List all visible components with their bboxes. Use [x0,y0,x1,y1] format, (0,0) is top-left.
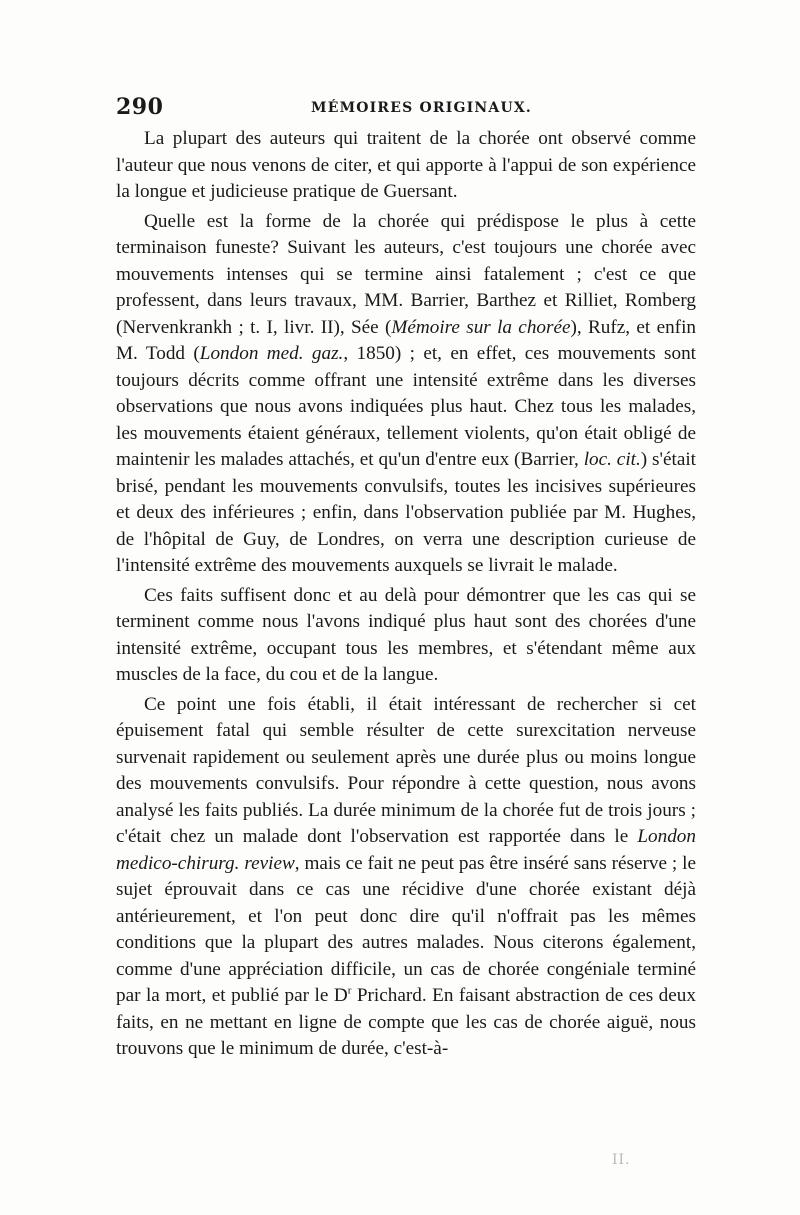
paragraph-text: Quelle est la forme de la chorée qui prédispose le plus à cette terminaison funeste? Suivant les auteurs, c'est toujours une chorée avec mouvements intenses qui se termine ainsi fatalement ; c'est ce que professent, dans leurs travaux, MM. Barrier, Barthez et Rilliet, Romberg (Nervenkrankh ; t. I, livr. II), Sée ( [116,210,696,338]
page-header [116,94,696,122]
paragraph-text: La plupart des auteurs qui traitent de la chorée ont observé comme l'auteur que nous venons de citer, et qui apporte à l'appui de son expérience la longue et judicieuse pratique de Guersant. [116,128,696,202]
paragraph-text: ), Rufz, et enfin M. Todd ( [116,316,696,364]
italic-title: London medico-chirurg. review [116,826,696,874]
paragraph-text: ) s'était brisé, pendant les mouvements convulsifs, toutes les incisives supérieures et deux des inférieures ; enfin, dans l'observation publiée par M. Hughes, de l'hôpital de Guy, de Londres, on verra une description curieuse de l'intensité extrême des mouvements auxquels se livrait le malade. [116,449,696,576]
paragraph-text: , 1850) ; et, en effet, ces mouvements sont toujours décrits comme offrant une intensité extrême dans les diverses observations que nous avons indiquées plus haut. Chez tous les malades, les mouvements étaient généraux, tellement violents, qu'on était obligé de maintenir les malades attachés, et qu'un d'entre eux (Barrier, [116,343,697,470]
paragraph-text: , mais ce fait ne peut pas être inséré sans réserve ; le sujet éprouvait dans ce cas une récidive d'une chorée existant déjà antérieurement, et l'on peut donc dire qu'il n'offrait pas les mêmes conditions que la plupart des autres malades. Nous citerons également, comme d'une appréciation difficile, un cas de chorée congéniale terminé par la mort, et publié par le D [116,852,696,1006]
body-text [116,126,696,1063]
paragraph-text: Ce point une fois établi, il était intéressant de rechercher si cet épuisement fatal qui semble résulter de cette surexcitation nerveuse survenait rapidement ou seulement après une durée plus ou moins longue des mouvements convulsifs. Pour répondre à cette question, nous avons analysé les faits publiés. La durée minimum de la chorée fut de trois jours ; c'était chez un malade dont l'observation est rapportée dans le [116,693,696,847]
paragraph-text: Ces faits suffisent donc et au delà pour démontrer que les cas qui se terminent comme nous l'avons indiqué plus haut sont des chorées d'une intensité extrême, occupant tous les membres, et s'étendant même aux muscles de la face, du cou et de la langue. [116,584,696,685]
running-head: MÉMOIRES ORIGINAUX. [311,100,532,116]
italic-citation: loc. cit. [583,449,641,470]
paragraph-1 [116,126,696,206]
superscript: r [347,984,352,997]
paragraph-4 [116,692,696,1063]
page-number: 290 [116,94,164,120]
italic-title: London med. gaz. [199,343,344,364]
signature-mark: II. [612,1152,631,1168]
paragraph-3 [116,583,696,689]
paragraph-2 [116,209,696,580]
paragraph-text: Prichard. En faisant abstraction de ces deux faits, en ne mettant en ligne de compte que les cas de chorée aiguë, nous trouvons que le minimum de durée, c'est-à- [116,985,696,1059]
italic-title: Mémoire sur la chorée [391,316,571,338]
